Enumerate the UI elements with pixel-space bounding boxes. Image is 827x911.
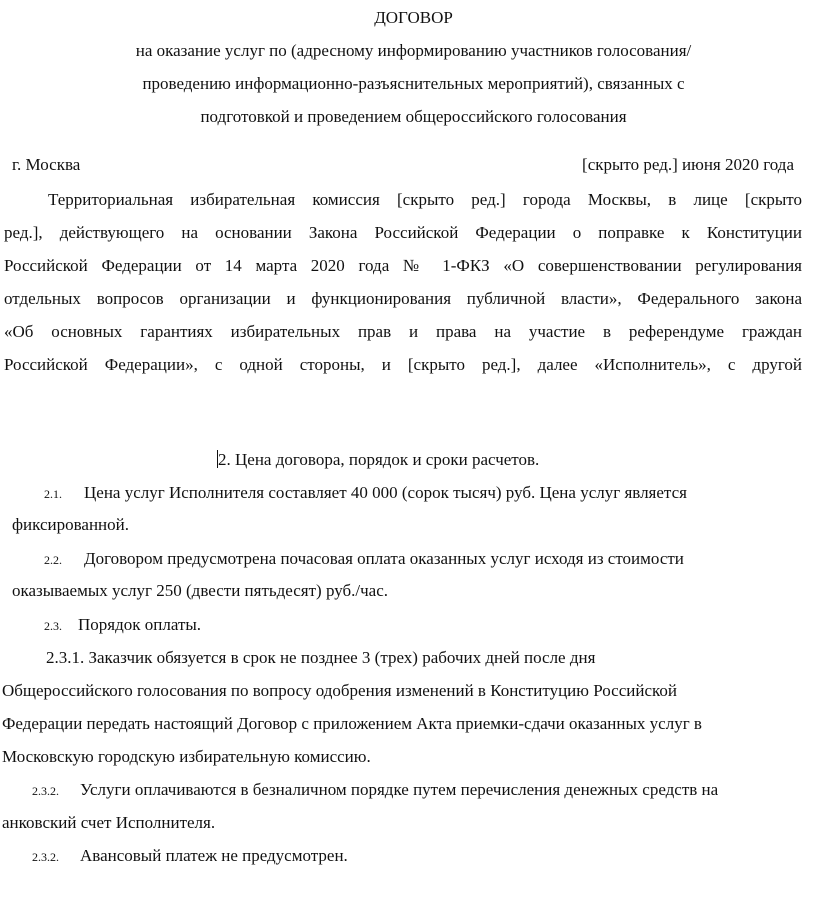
document-subtitle-line-1: на оказание услуг по (адресному информированию участников голосования/ (135, 41, 692, 60)
clause-text: Федерации передать настоящий Договор с приложением Акта приемки-сдачи оказанных услуг в (2, 714, 702, 733)
preamble-line: ред.], действующего на основании Закона Российской Федерации о поправке к Конституции (4, 223, 802, 242)
preamble-line: Российской Федерации», с одной стороны, и [скрыто ред.], далее «Исполнитель», с другой (4, 355, 802, 374)
preamble-line: отдельных вопросов организации и функционирования публичной власти», Федерального закона (4, 289, 802, 308)
preamble-line: Территориальная избирательная комиссия [скрыто ред.] города Москвы, в лице [скрыто (48, 190, 802, 209)
clause-number: 2.3.2. (32, 784, 59, 798)
clause-text: Общероссийского голосования по вопросу одобрения изменений в Конституцию Российской (2, 681, 678, 700)
clause-text: фиксированной. (12, 515, 129, 534)
clause-number: 2.3. (44, 619, 62, 633)
clause-text: Цена услуг Исполнителя составляет 40 000 (сорок тысяч) руб. Цена услуг является (84, 483, 687, 502)
contract-date: [скрыто ред.] июня 2020 года (582, 155, 794, 174)
clause-number: 2.3.2. (32, 850, 59, 864)
clause-text: Услуги оплачиваются в безналичном порядке путем перечисления денежных средств на (80, 780, 719, 799)
section-title: . Цена договора, порядок и сроки расчетов. (226, 450, 540, 469)
clause-text: Договором предусмотрена почасовая оплата оказанных услуг исходя из стоимости (84, 549, 684, 568)
clause-number: 2.1. (44, 487, 62, 501)
clause-text: 2.3.1. Заказчик обязуется в срок не позднее 3 (трех) рабочих дней после дня (46, 648, 596, 667)
clause-text: анковский счет Исполнителя. (2, 813, 216, 832)
clause-text: оказываемых услуг 250 (двести пятьдесят) руб./час. (12, 581, 389, 600)
clause-text: Порядок оплаты. (78, 615, 202, 634)
document-subtitle-line-2: проведению информационно-разъяснительных мероприятий), связанных с (142, 74, 685, 93)
clause-text: Авансовый платеж не предусмотрен. (80, 846, 348, 865)
document-title: ДОГОВОР (374, 8, 453, 27)
clause-number: 2.2. (44, 553, 62, 567)
document-subtitle-line-3: подготовкой и проведением общероссийского голосования (200, 107, 627, 126)
contract-city: г. Москва (12, 155, 81, 174)
preamble-line: Российской Федерации от 14 марта 2020 года № 1-ФКЗ «О совершенствовании регулирования (4, 256, 802, 275)
section-heading (217, 449, 539, 471)
section-number: 2 (218, 450, 227, 469)
preamble-line: «Об основных гарантиях избирательных прав и права на участие в референдуме граждан (4, 322, 802, 341)
clause-text: Московскую городскую избирательную комиссию. (2, 747, 371, 766)
